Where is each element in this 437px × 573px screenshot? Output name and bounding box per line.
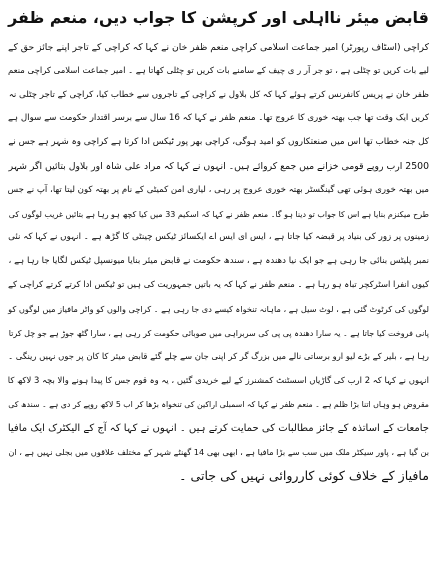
article-line: لیے بات کریں تو چٹلی ہے ، تو جر آر ر ی چیف کے سامنے بات کریں تو چٹلی کھاتا ہے ۔ امیر جماعت اسلامی کراچی منعم <box>7 65 429 76</box>
article-line: زمینوں پر زور کی بنیاد پر قبضہ کیا جاتا ہے ، ایس ای ایس اے ایکسائز ٹیکس چینٹی کا گڑھ ہے ۔ انہوں نے کہا کہ نئی <box>8 232 429 243</box>
article-line: جامعات کے اساتذہ کے جائز مطالبات کی حمایت کرتے ہیں ۔ انہوں نے کہا کہ آج کے الیکٹرک ایک مافیا <box>7 422 429 434</box>
article-line: مافیاز کے خلاف کوئی کارروائی نہیں کی جاتی ۔ <box>179 468 429 484</box>
article-line: نمبر پلیٹس بنائی جا رہی ہے جو ایک نیا دھندہ ہے ، سندھ حکومت نے قابض میئر بنایا میونسپل ٹیکس لگایا جا رہا ہے ، <box>8 256 429 267</box>
article-line: کراچی (اسٹاف رپورٹر) امیر جماعت اسلامی کراچی منعم ظفر خان نے کہا کہ کراچی کے تاجر اپنے جائز حق کے <box>8 42 429 53</box>
article-line: رہا ہے ، بلیر کے بڑے لیو ارو برساتی نالے میں بزرگ گر کر اپنی جان سے چلے گئے قابض میئر کا کان پر جوں نہیں رینگی ۔ <box>8 351 429 362</box>
article-line: طرح میکنزم بنایا ہے اس کا جواب تو دینا ہو گا۔ منعم ظفر نے کہا کہ اسکیم 33 میں کیا کچھ ہو رہا ہے بتائیں غریب لوگوں کی <box>8 209 429 219</box>
article-line: انہوں نے کہا کہ 2 ارب کی گاڑیاں اسسٹنٹ کمشنرز کے لیے خریدی گئیں ، یہ وہ قوم جس کا پیدا ہونے والا بچہ 3 لاکھ کا <box>7 375 429 386</box>
article-line: ظفر خان نے پریس کانفرنس کرتے ہوئے کہا کہ کل بلاول نے کراچی کے تاجروں سے خطاب کیا، کراچی کے تاجر چٹلی نہ <box>8 89 429 100</box>
article-line: لوگوں کی کرٹوٹ گئی ہے ، لوٹ سیل ہے ، ماہانہ تنخواہ کیسے دی جا رہی ہے ۔ کراچی والوں کو واٹر مافیاز میں لوگوں کو <box>8 303 429 314</box>
article-body <box>8 36 429 488</box>
article-line: کریں ایک وقت تھا جب بھتہ خوری کا عروج تھا۔ منعم ظفر نے کہا کہ 16 سال سے برسر اقتدار حکومت سے سوال ہے <box>7 113 429 124</box>
article-line: بن گیا ہے ، پاور سیکٹر ملک میں سب سے بڑا مافیا ہے ، ابھی بھی 14 گھنٹے شہر کے مختلف علاقوں میں بجلی نہیں ہے ، ان <box>8 446 429 457</box>
article-line: کل جنہ خطاب تھا اس میں صنعتکاروں کو امید ہوگی، کراچی بھر پور ٹیکس ادا کرتا ہے کراچی وہ شہر ہے جس نے <box>8 137 429 148</box>
article-line: کیوں انفرا اسٹرکچر تباہ ہو رہا ہے ۔ منعم ظفر نے کہا کہ یہ باتیں جمہوریت کی ہیں تو ٹیکس ادا کرتے کرتے کراچی کے <box>7 279 429 290</box>
article-line: 2500 ارب روپے قومی خزانے میں جمع کروائے ہیں۔ انہوں نے کہا کہ مراد علی شاہ اور بلاول بتائیں اگر شہر <box>8 160 429 172</box>
article-line: میں بھتہ خوری ہوئی تھی گینگسٹر بھتہ خوری عروج پر رہی ، لیاری امن کمیٹی کے نام پر بھتہ کون لیتا تھا، آپ نے جس <box>7 184 429 195</box>
headline: قابض میئر نااہلی اور کرپشن کا جواب دیں، منعم ظفر <box>8 8 429 27</box>
article-line: پانی فروخت کیا جاتا ہے ۔ یہ سارا دھندہ پی پی کی سربراہی میں صوبائی حکومت کر رہی ہے ، سارا گٹھ جوڑ ہے جو چل کرتا <box>8 328 429 338</box>
article-line: مقروض ہو وہاں اتنا بڑا ظلم ہے ۔ منعم ظفر نے کہا کہ اسمبلی اراکین کی تنخواہ بڑھا کر اب 5 لاکھ روپے کر دی ہے ۔ سندھ کی <box>8 399 429 409</box>
